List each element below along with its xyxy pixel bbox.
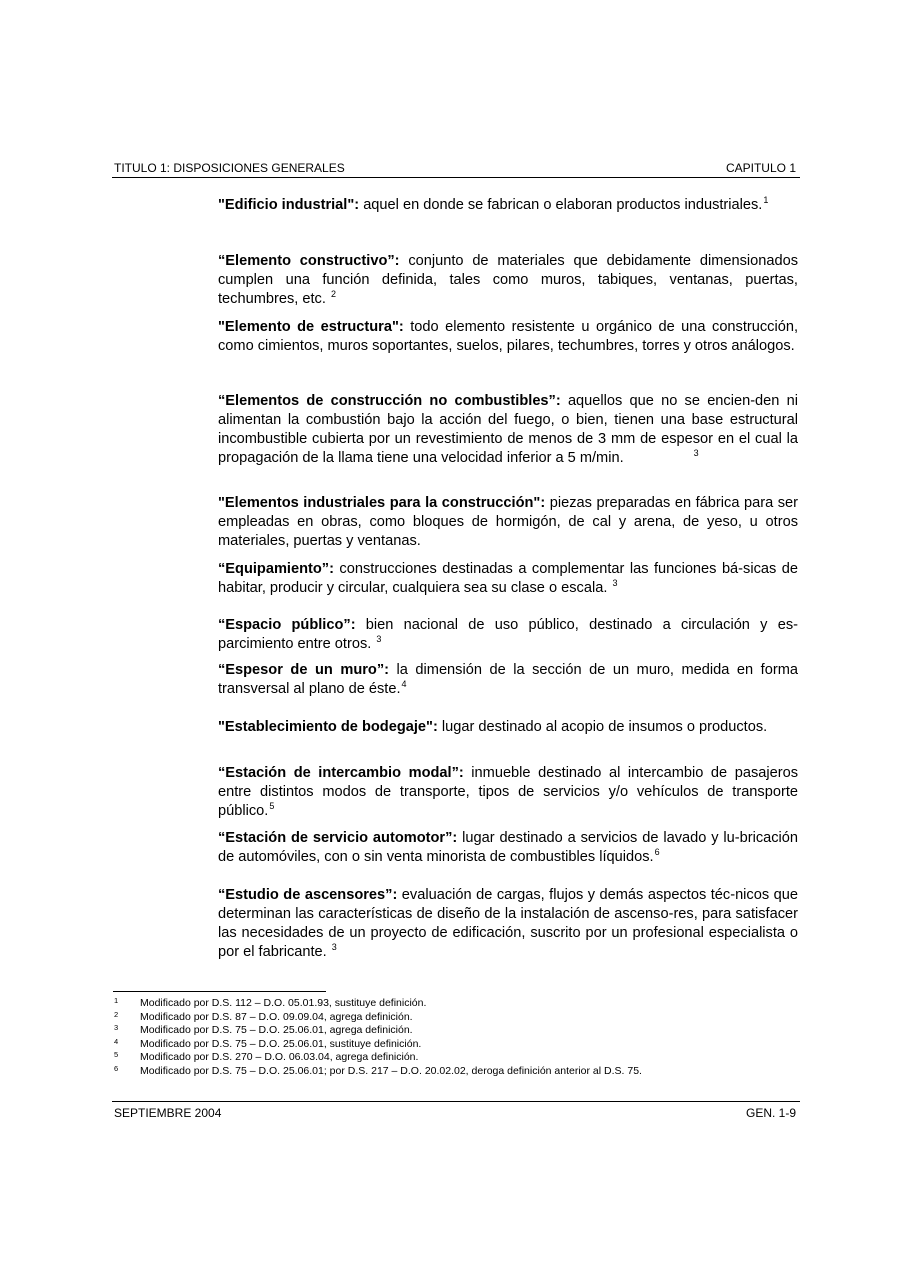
definition-elemento-constructivo [218,252,798,309]
footnote-ref: 3 [331,942,337,953]
definition-term: “Estación de intercambio modal”: [218,765,464,781]
footnotes [113,997,803,1078]
definition-text: evaluación de cargas, flujos y demás aspectos téc-nicos que determinan las características de diseño de la instalación de ascenso-res, para satisfacer las necesidades de un proyecto de edificación, suscrito por un profesional especialista o por el fabricante. [218,887,798,960]
definition-elementos-no-combustibles [218,392,798,468]
footnote-number: 4 [114,1036,119,1046]
definition-edificio-industrial [218,196,798,215]
definition-term: "Elemento de estructura": [218,319,404,335]
footnote-text: Modificado por D.S. 87 – D.O. 09.09.04, agrega definición. [140,1010,413,1023]
definition-estudio-ascensores [218,886,798,962]
definition-text: construcciones destinadas a complementar las funciones bá-sicas de habitar, producir y circular, cualquiera sea su clase o escala. [218,561,798,596]
footnote-number: 2 [114,1009,119,1019]
definition-text: la dimensión de la sección de un muro, medida en forma transversal al plano de éste. [218,662,798,697]
definition-term: “Estación de servicio automotor”: [218,830,458,846]
definition-espesor-muro [218,661,798,699]
footnote-text: Modificado por D.S. 75 – D.O. 25.06.01, sustituye definición. [140,1037,422,1050]
definition-term: "Establecimiento de bodegaje": [218,719,438,735]
page-number: GEN. 1-9 [745,1106,796,1120]
header-chapter: CAPITULO 1 [725,161,796,175]
definition-term: “Elementos de construcción no combustibles”: [218,393,561,409]
definition-term: "Elementos industriales para la construcción": [218,495,546,511]
definition-text: aquel en donde se fabrican o elaboran productos industriales. [359,197,763,213]
footnote-5 [113,1051,803,1065]
definition-term: “Equipamiento”: [218,561,334,577]
running-header [112,161,800,178]
definition-term: “Estudio de ascensores”: [218,887,398,903]
footnote-number: 1 [114,996,119,1005]
footnote-4 [113,1038,803,1052]
footnote-text: Modificado por D.S. 112 – D.O. 05.01.93, sustituye definición. [140,997,427,1009]
footnote-text: Modificado por D.S. 75 – D.O. 25.06.01; por D.S. 217 – D.O. 20.02.02, deroga definición anterior al D.S. 75. [140,1064,642,1077]
footnote-text: Modificado por D.S. 270 – D.O. 06.03.04, agrega definición. [140,1051,419,1063]
footnote-2 [113,1011,803,1025]
footnote-ref: 3 [693,448,699,459]
definition-text: conjunto de materiales que debidamente dimensionados cumplen una función definida, tales como muros, tabiques, ventanas, puertas, techumbres, etc. [218,253,798,307]
footnote-separator [113,991,326,992]
footnote-text: Modificado por D.S. 75 – D.O. 25.06.01, agrega definición. [140,1024,413,1036]
definition-text: lugar destinado a servicios de lavado y lu-bricación de automóviles, con o sin venta minorista de combustibles líquidos. [218,830,799,865]
footnote-number: 3 [114,1023,119,1032]
definition-term: “Espacio público”: [218,617,356,633]
footnote-ref: 4 [401,679,407,690]
definition-espacio-publico [218,616,798,654]
footnote-3 [113,1024,803,1038]
footnote-1 [113,997,803,1011]
footnote-ref: 3 [612,578,618,589]
header-title: TITULO 1: DISPOSICIONES GENERALES [114,161,345,175]
definition-term: “Elemento constructivo”: [218,253,400,269]
definition-text: piezas preparadas en fábrica para ser empleadas en obras, como bloques de hormigón, de cal y arena, de yeso, u otros materiales, puertas y ventanas. [218,495,798,549]
running-footer [112,1101,800,1120]
definition-text: todo elemento resistente u orgánico de una construcción, como cimientos, muros soportantes, suelos, pilares, techumbres, torres y otros análogos. [218,319,798,354]
footnote-ref: 5 [269,801,275,812]
definition-estacion-servicio-automotor [218,829,798,867]
definition-term: “Espesor de un muro”: [218,662,389,678]
definition-text: aquellos que no se encien-den ni alimentan la combustión bajo la acción del fuego, o bien, tienen una base estructural incombustible cubierta por un revestimiento de menos de 3 mm de espesor en el cual la propagación de la llama tiene una velocidad inferior a 5 m/min. [218,393,798,466]
definition-elementos-industriales [218,494,798,551]
definition-text: lugar destinado al acopio de insumos o productos. [437,719,768,735]
definition-estacion-intercambio-modal [218,764,798,821]
footnote-number: 6 [114,1063,119,1073]
footnote-ref: 1 [763,195,769,206]
footnote-ref: 2 [330,289,336,300]
definition-term: "Edificio industrial": [218,197,360,213]
footer-date: SEPTIEMBRE 2004 [114,1106,222,1120]
definition-text: inmueble destinado al intercambio de pasajeros entre distintos modos de transporte, tipos de servicios y/o vehículos de transporte público. [218,765,798,819]
footnote-number: 5 [114,1050,119,1059]
definition-text: bien nacional de uso público, destinado a circulación y es-parcimiento entre otros. [218,617,798,652]
definition-elemento-estructura [218,318,798,356]
footnote-ref: 6 [654,847,660,858]
definition-establecimiento-bodegaje [218,718,798,737]
footnote-6 [113,1065,803,1079]
definition-equipamiento [218,560,798,598]
footnote-ref: 3 [376,634,382,645]
